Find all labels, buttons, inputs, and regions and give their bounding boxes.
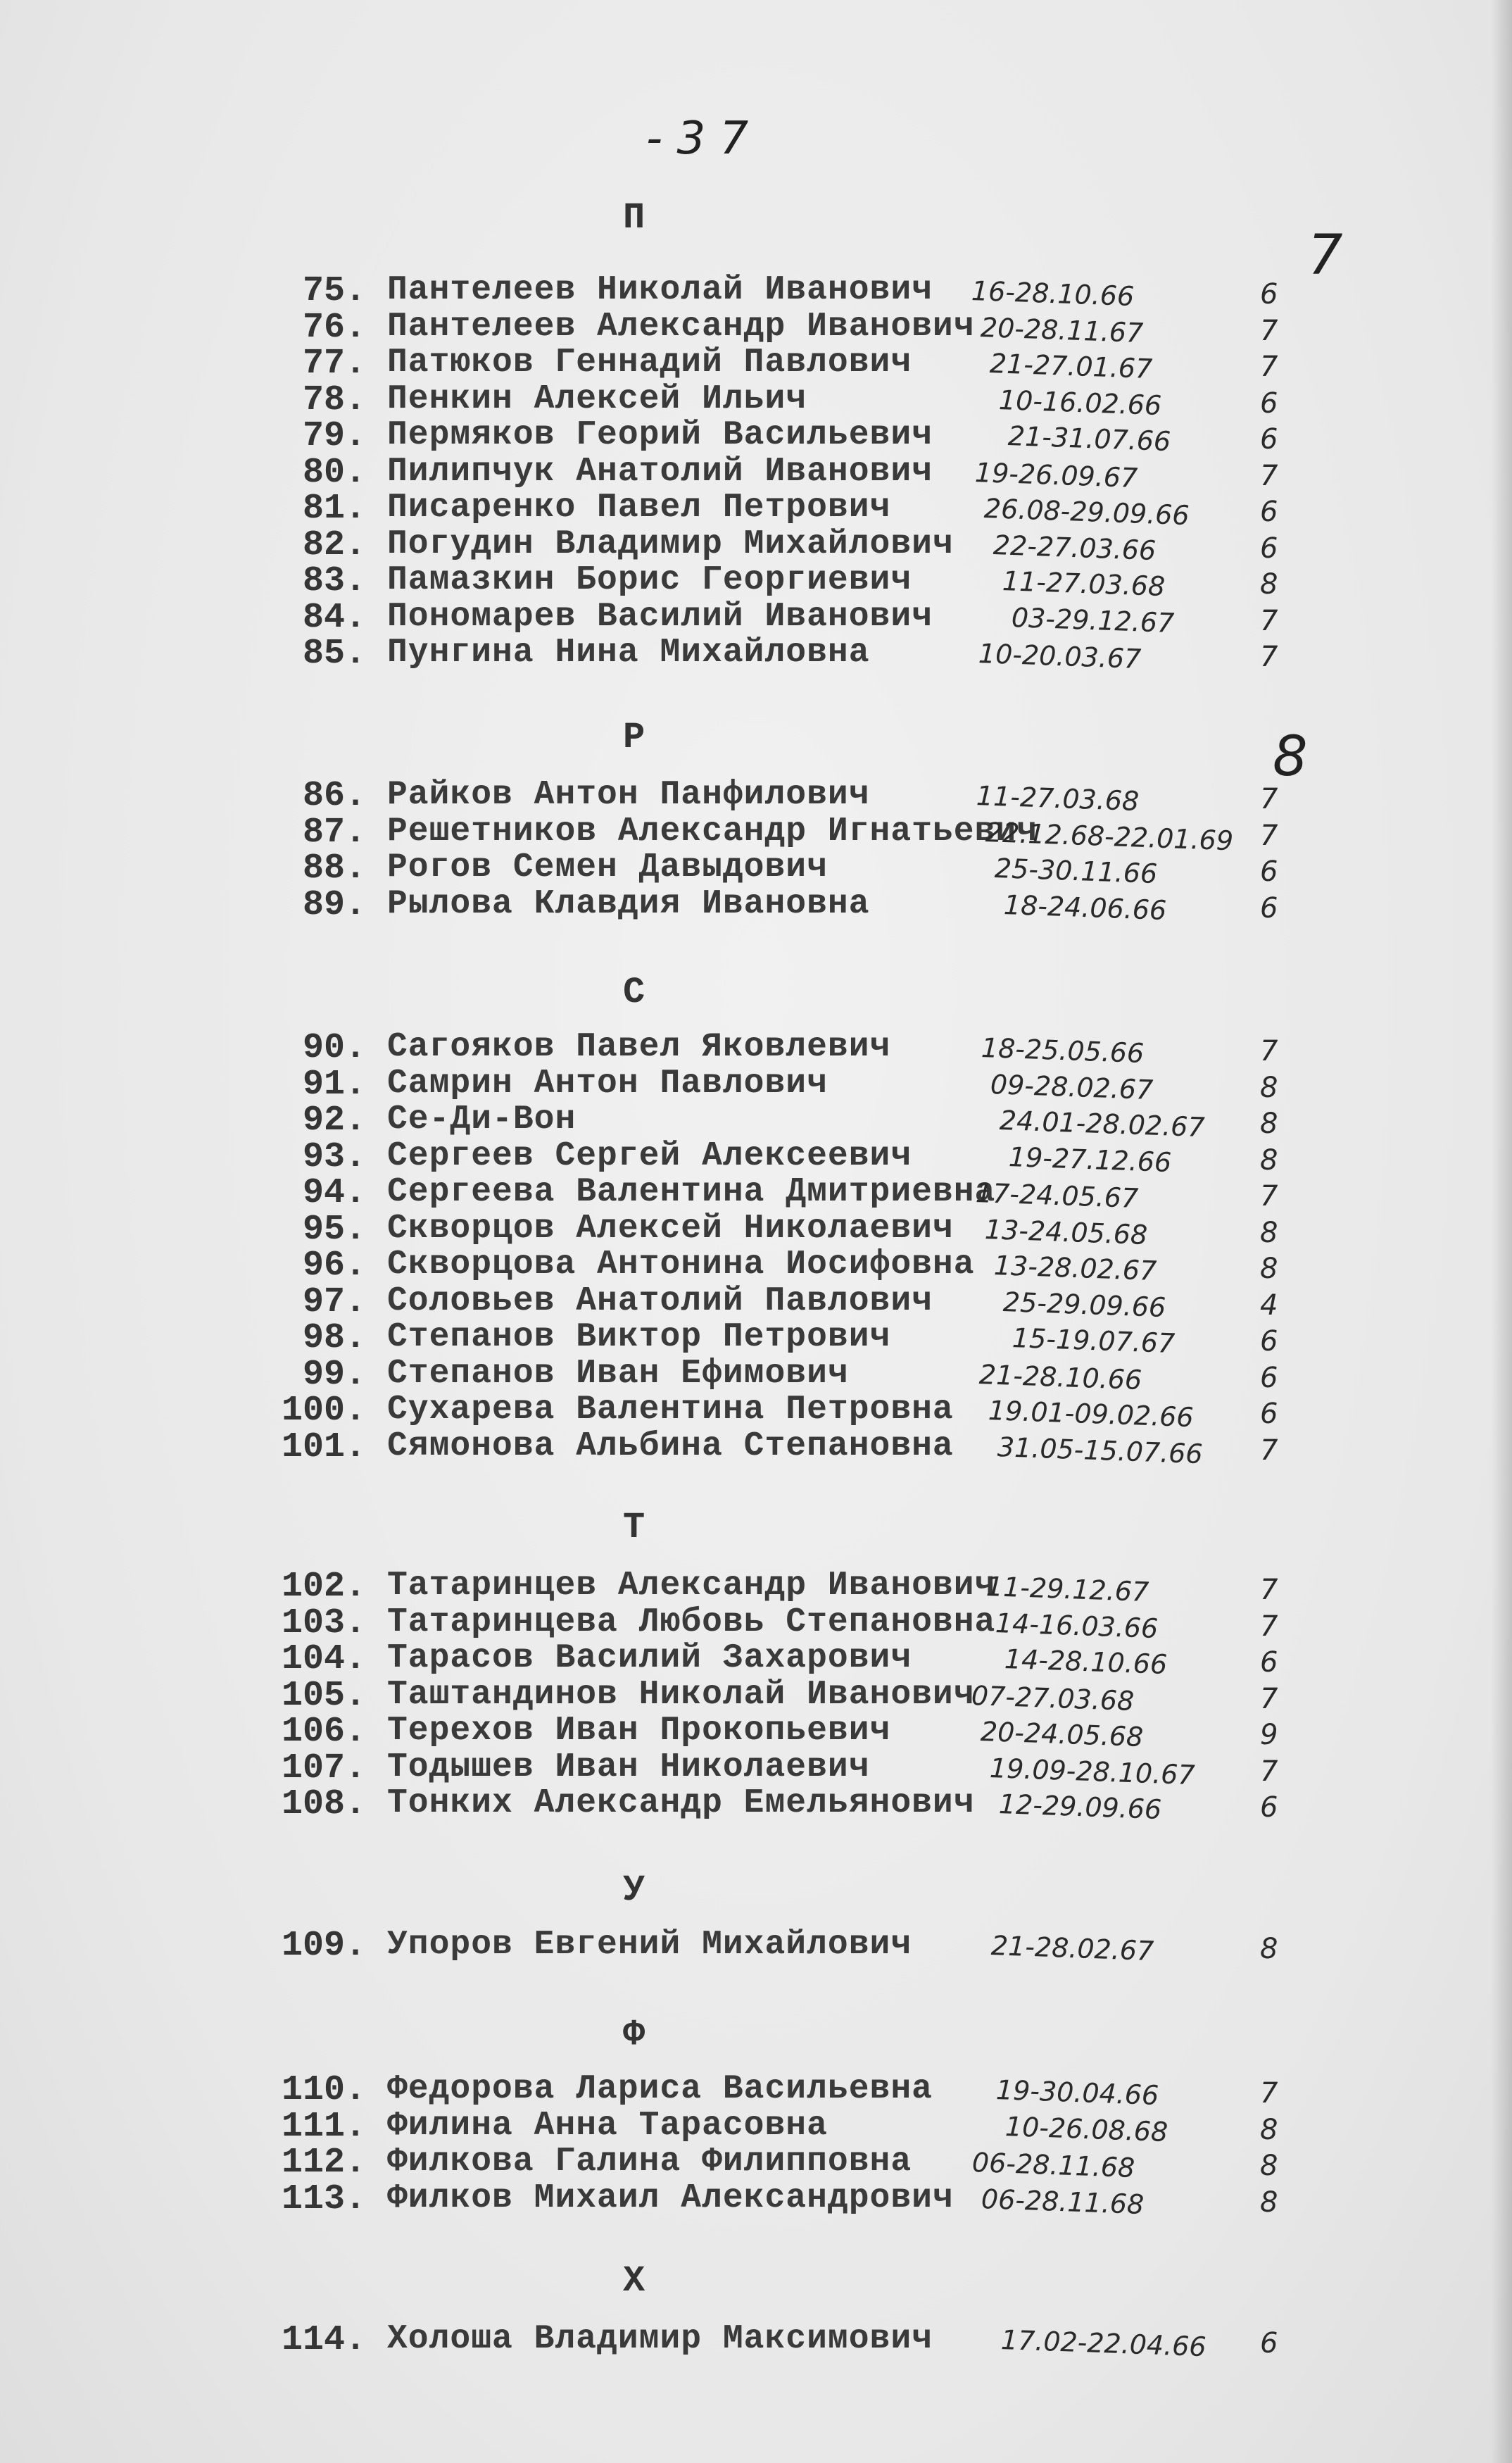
entry-number: 90. (302, 1028, 366, 1068)
handwritten-day-count: 6 (1260, 2327, 1278, 2359)
entry-name: Тарасов Василий Захарович (387, 1639, 912, 1677)
handwritten-day-count: 7 (1260, 1682, 1278, 1715)
entry-number: 113. (281, 2179, 366, 2219)
entry-name: Райков Антон Панфилович (387, 776, 870, 814)
handwritten-day-count: 8 (1260, 1108, 1278, 1140)
list-item (267, 2143, 1464, 2184)
entry-name: Скворцова Антонина Иосифовна (387, 1246, 975, 1284)
entry-name: Степанов Виктор Петрович (387, 1318, 891, 1356)
list-item (267, 1926, 1464, 1967)
handwritten-day-count: 4 (1260, 1289, 1278, 1322)
list-item (267, 634, 1464, 675)
entry-number: 94. (302, 1173, 366, 1213)
handwritten-dates: 10-26.08.68 (1004, 2110, 1168, 2148)
handwritten-dates: 21-28.02.67 (990, 1930, 1154, 1967)
handwritten-dates: 24.01-28.02.67 (999, 1105, 1206, 1143)
handwritten-day-count: 8 (1260, 1933, 1278, 1965)
handwritten-day-count: 6 (1260, 423, 1278, 456)
handwritten-day-count: 8 (1260, 2113, 1278, 2146)
entry-number: 103. (281, 1603, 366, 1643)
list-item (267, 380, 1464, 421)
list-item (267, 2070, 1464, 2112)
handwritten-day-count: 6 (1260, 1325, 1278, 1358)
handwritten-dates: 11-29.12.67 (985, 1571, 1149, 1608)
section-letter: П (623, 197, 645, 239)
entry-number: 106. (281, 1712, 366, 1752)
list-item (267, 1675, 1464, 1717)
handwritten-dates: 06-28.11.68 (981, 2183, 1145, 2220)
handwritten-dates: 19.01-09.02.66 (988, 1395, 1195, 1434)
handwritten-dates: 20-24.05.68 (980, 1716, 1144, 1753)
list-item (267, 271, 1464, 313)
handwritten-day-count: 8 (1260, 568, 1278, 601)
entry-name: Татаринцева Любовь Степановна (387, 1603, 996, 1641)
entry-name: Таштандинов Николай Иванович (387, 1675, 975, 1714)
list-item (267, 452, 1464, 494)
list-item (267, 561, 1464, 603)
handwritten-day-count: 8 (1260, 1071, 1278, 1104)
entry-name: Памазкин Борис Георгиевич (387, 561, 912, 599)
entry-name: Упоров Евгений Михайлович (387, 1926, 912, 1964)
entry-name: Сергеев Сергей Алексеевич (387, 1136, 912, 1175)
handwritten-day-count: 7 (1260, 1035, 1278, 1067)
entry-number: 108. (281, 1784, 366, 1824)
entry-name: Рылова Клавдия Ивановна (387, 884, 870, 923)
handwritten-dates: 13-28.02.67 (993, 1250, 1157, 1287)
list-item (267, 489, 1464, 532)
section-letter: С (623, 972, 645, 1013)
entry-name: Сагояков Павел Яковлевич (387, 1028, 891, 1066)
entry-name: Пономарев Василий Иванович (387, 597, 933, 636)
list-item (267, 1784, 1464, 1826)
entry-name: Сямонова Альбина Степановна (387, 1427, 954, 1465)
entry-number: 109. (281, 1926, 366, 1966)
handwritten-dates: 15-19.07.67 (1012, 1322, 1176, 1360)
handwritten-dates: 25-29.09.66 (1002, 1286, 1166, 1323)
entry-number: 86. (302, 776, 366, 816)
handwritten-dates: 22.12.68-22.01.69 (985, 816, 1234, 856)
entry-number: 76. (302, 307, 366, 348)
handwritten-day-count: 7 (1260, 604, 1278, 637)
handwritten-day-count: 6 (1260, 1646, 1278, 1679)
list-item (267, 416, 1464, 458)
handwritten-dates: 10-16.02.66 (998, 384, 1162, 421)
handwritten-day-count: 6 (1260, 278, 1278, 311)
handwritten-day-count: 7 (1260, 1610, 1278, 1643)
list-item (267, 344, 1464, 385)
handwritten-dates: 31.05-15.07.66 (997, 1431, 1204, 1469)
handwritten-dates: 19-26.09.67 (974, 456, 1138, 494)
entry-number: 85. (302, 634, 366, 674)
entry-number: 112. (281, 2143, 366, 2183)
folio-mark: 7 (1308, 224, 1343, 287)
handwritten-dates: 22-27.03.66 (993, 529, 1157, 566)
entry-name: Тонких Александр Емельянович (387, 1784, 975, 1822)
entry-number: 100. (281, 1391, 366, 1431)
entry-number: 79. (302, 416, 366, 456)
list-item (267, 1209, 1464, 1251)
entry-name: Скворцов Алексей Николаевич (387, 1209, 954, 1248)
entry-number: 105. (281, 1675, 366, 1716)
entry-name: Федорова Лариса Васильевна (387, 2070, 933, 2108)
handwritten-dates: 12-29.09.66 (998, 1788, 1162, 1826)
handwritten-dates: 09-28.02.67 (990, 1068, 1154, 1105)
list-item (267, 1567, 1464, 1608)
entry-name: Татаринцев Александр Иванович (387, 1567, 996, 1605)
handwritten-day-count: 7 (1260, 819, 1278, 852)
entry-name: Патюков Геннадий Павлович (387, 344, 912, 382)
page-edge-shadow (1491, 0, 1512, 2463)
entry-number: 88. (302, 848, 366, 889)
entry-name: Се-Ди-Вон (387, 1101, 577, 1139)
entry-number: 99. (302, 1354, 366, 1395)
entry-number: 93. (302, 1136, 366, 1177)
entry-name: Самрин Антон Павлович (387, 1064, 828, 1103)
list-item (267, 1748, 1464, 1791)
handwritten-dates: 21-28.10.66 (978, 1358, 1142, 1396)
folio-mark: 8 (1273, 725, 1308, 789)
handwritten-day-count: 7 (1260, 459, 1278, 492)
handwritten-dates: 26.08-29.09.66 (983, 493, 1190, 532)
handwritten-dates: 25-30.11.66 (994, 853, 1158, 890)
entry-number: 75. (302, 271, 366, 311)
list-item (267, 1354, 1464, 1396)
entry-name: Пантелеев Николай Иванович (387, 271, 933, 309)
handwritten-day-count: 7 (1260, 351, 1278, 383)
list-item (267, 2320, 1464, 2363)
entry-number: 97. (302, 1281, 366, 1322)
list-item (267, 1064, 1464, 1105)
list-item (267, 2106, 1464, 2148)
entry-number: 89. (302, 884, 366, 925)
handwritten-dates: 11-27.03.68 (976, 780, 1140, 817)
entry-name: Филков Михаил Александрович (387, 2179, 954, 2217)
entry-number: 82. (302, 525, 366, 565)
entry-number: 77. (302, 344, 366, 384)
entry-name: Погудин Владимир Михайлович (387, 525, 954, 563)
handwritten-day-count: 8 (1260, 1253, 1278, 1285)
handwritten-day-count: 6 (1260, 891, 1278, 925)
entry-name: Сухарева Валентина Петровна (387, 1391, 954, 1429)
entry-name: Пунгина Нина Михайловна (387, 634, 870, 672)
list-item (267, 1028, 1464, 1070)
entry-name: Тодышев Иван Николаевич (387, 1748, 870, 1786)
entry-number: 91. (302, 1064, 366, 1105)
handwritten-day-count: 6 (1260, 1361, 1278, 1394)
entry-number: 110. (281, 2070, 366, 2110)
list-item (267, 1281, 1464, 1323)
handwritten-day-count: 6 (1260, 532, 1278, 565)
handwritten-day-count: 8 (1260, 1143, 1278, 1177)
list-item (267, 1173, 1464, 1215)
entry-number: 95. (302, 1209, 366, 1250)
list-item (267, 1318, 1464, 1360)
entry-number: 98. (302, 1318, 366, 1358)
entry-name: Пенкин Алексей Ильич (387, 380, 807, 418)
list-item (267, 776, 1464, 817)
list-item (267, 1712, 1464, 1753)
entry-number: 78. (302, 380, 366, 420)
list-item (267, 884, 1464, 926)
handwritten-day-count: 7 (1260, 1574, 1278, 1606)
handwritten-day-count: 6 (1260, 496, 1278, 528)
list-item (267, 1427, 1464, 1469)
handwritten-dates: 19-27.12.66 (1008, 1141, 1172, 1178)
entry-name: Соловьев Анатолий Павлович (387, 1281, 933, 1320)
list-item (267, 1246, 1464, 1287)
handwritten-dates: 03-29.12.67 (1011, 601, 1175, 639)
list-item (267, 848, 1464, 890)
entry-name: Холоша Владимир Максимович (387, 2320, 933, 2358)
section-letter: Т (623, 1507, 645, 1548)
handwritten-day-count: 8 (1260, 2150, 1278, 2182)
handwritten-day-count: 7 (1260, 314, 1278, 347)
handwritten-day-count: 7 (1260, 2077, 1278, 2110)
handwritten-dates: 13-24.05.68 (984, 1213, 1148, 1251)
entry-number: 81. (302, 489, 366, 529)
entry-number: 101. (281, 1427, 366, 1467)
handwritten-dates: 14-28.10.66 (1004, 1643, 1168, 1681)
entry-number: 114. (281, 2320, 366, 2360)
handwritten-dates: 16-28.10.66 (971, 275, 1135, 313)
entry-name: Филина Анна Тарасовна (387, 2106, 828, 2145)
list-item (267, 2179, 1464, 2220)
handwritten-day-count: 9 (1260, 1719, 1278, 1751)
handwritten-dates: 18-24.06.66 (1003, 889, 1167, 926)
entry-name: Сергеева Валентина Дмитриевна (387, 1173, 996, 1211)
handwritten-dates: 21-31.07.66 (1007, 420, 1171, 458)
list-item (267, 307, 1464, 349)
handwritten-day-count: 6 (1260, 1398, 1278, 1430)
handwritten-day-count: 6 (1260, 387, 1278, 420)
entry-name: Пантелеев Александр Иванович (387, 307, 975, 346)
list-item (267, 525, 1464, 566)
handwritten-day-count: 7 (1260, 641, 1278, 673)
handwritten-day-count: 7 (1260, 783, 1278, 815)
list-item (267, 1639, 1464, 1681)
bleed-through-text (232, 915, 251, 951)
section-letter: У (623, 1869, 645, 1911)
list-item (267, 1603, 1464, 1644)
entry-name: Филкова Галина Филипповна (387, 2143, 912, 2181)
handwritten-day-count: 7 (1260, 1434, 1278, 1467)
handwritten-day-count: 6 (1260, 1791, 1278, 1824)
entry-number: 92. (302, 1101, 366, 1141)
entry-name: Степанов Иван Ефимович (387, 1354, 849, 1393)
handwritten-dates: 07-27.03.68 (971, 1679, 1135, 1717)
entry-number: 102. (281, 1567, 366, 1607)
entry-number: 84. (302, 597, 366, 638)
handwritten-dates: 20-28.11.67 (980, 311, 1144, 349)
list-item (267, 1391, 1464, 1434)
entry-number: 111. (281, 2106, 366, 2147)
entry-number: 87. (302, 812, 366, 853)
handwritten-dates: 18-25.05.66 (981, 1032, 1145, 1070)
handwritten-day-count: 7 (1260, 1180, 1278, 1212)
handwritten-dates: 19-30.04.66 (995, 2074, 1159, 2112)
entry-name: Рогов Семен Давыдович (387, 848, 828, 886)
handwritten-day-count: 8 (1260, 2186, 1278, 2219)
handwritten-dates: 17.02-22.04.66 (1000, 2324, 1207, 2363)
handwritten-day-count: 7 (1260, 1755, 1278, 1788)
entry-number: 83. (302, 561, 366, 601)
handwritten-dates: 17-24.05.67 (975, 1177, 1139, 1215)
entry-number: 96. (302, 1246, 366, 1286)
handwritten-dates: 19.09-28.10.67 (989, 1752, 1196, 1791)
page-number: - 3 7 (646, 113, 749, 165)
list-item (267, 812, 1464, 856)
entry-number: 107. (281, 1748, 366, 1788)
handwritten-dates: 06-28.11.68 (971, 2147, 1135, 2184)
handwritten-day-count: 8 (1260, 1216, 1278, 1249)
entry-number: 104. (281, 1639, 366, 1679)
section-letter: Х (623, 2260, 645, 2302)
entry-name: Пермяков Георий Васильевич (387, 416, 933, 454)
entry-name: Терехов Иван Прокопьевич (387, 1712, 891, 1750)
handwritten-dates: 10-20.03.67 (978, 638, 1142, 675)
entry-name: Решетников Александр Игнатьевич (387, 812, 1038, 851)
list-item (267, 1136, 1464, 1178)
list-item (267, 597, 1464, 639)
entry-name: Писаренко Павел Петрович (387, 489, 891, 527)
handwritten-dates: 11-27.03.68 (1002, 565, 1166, 603)
section-letter: Р (623, 717, 645, 758)
handwritten-dates: 14-16.03.66 (995, 1607, 1159, 1644)
section-letter: Ф (623, 2014, 645, 2055)
entry-name: Пилипчук Анатолий Иванович (387, 452, 933, 491)
handwritten-day-count: 6 (1260, 856, 1278, 888)
list-item (267, 1101, 1464, 1143)
handwritten-dates: 21-27.01.67 (989, 348, 1153, 385)
entry-number: 80. (302, 452, 366, 493)
